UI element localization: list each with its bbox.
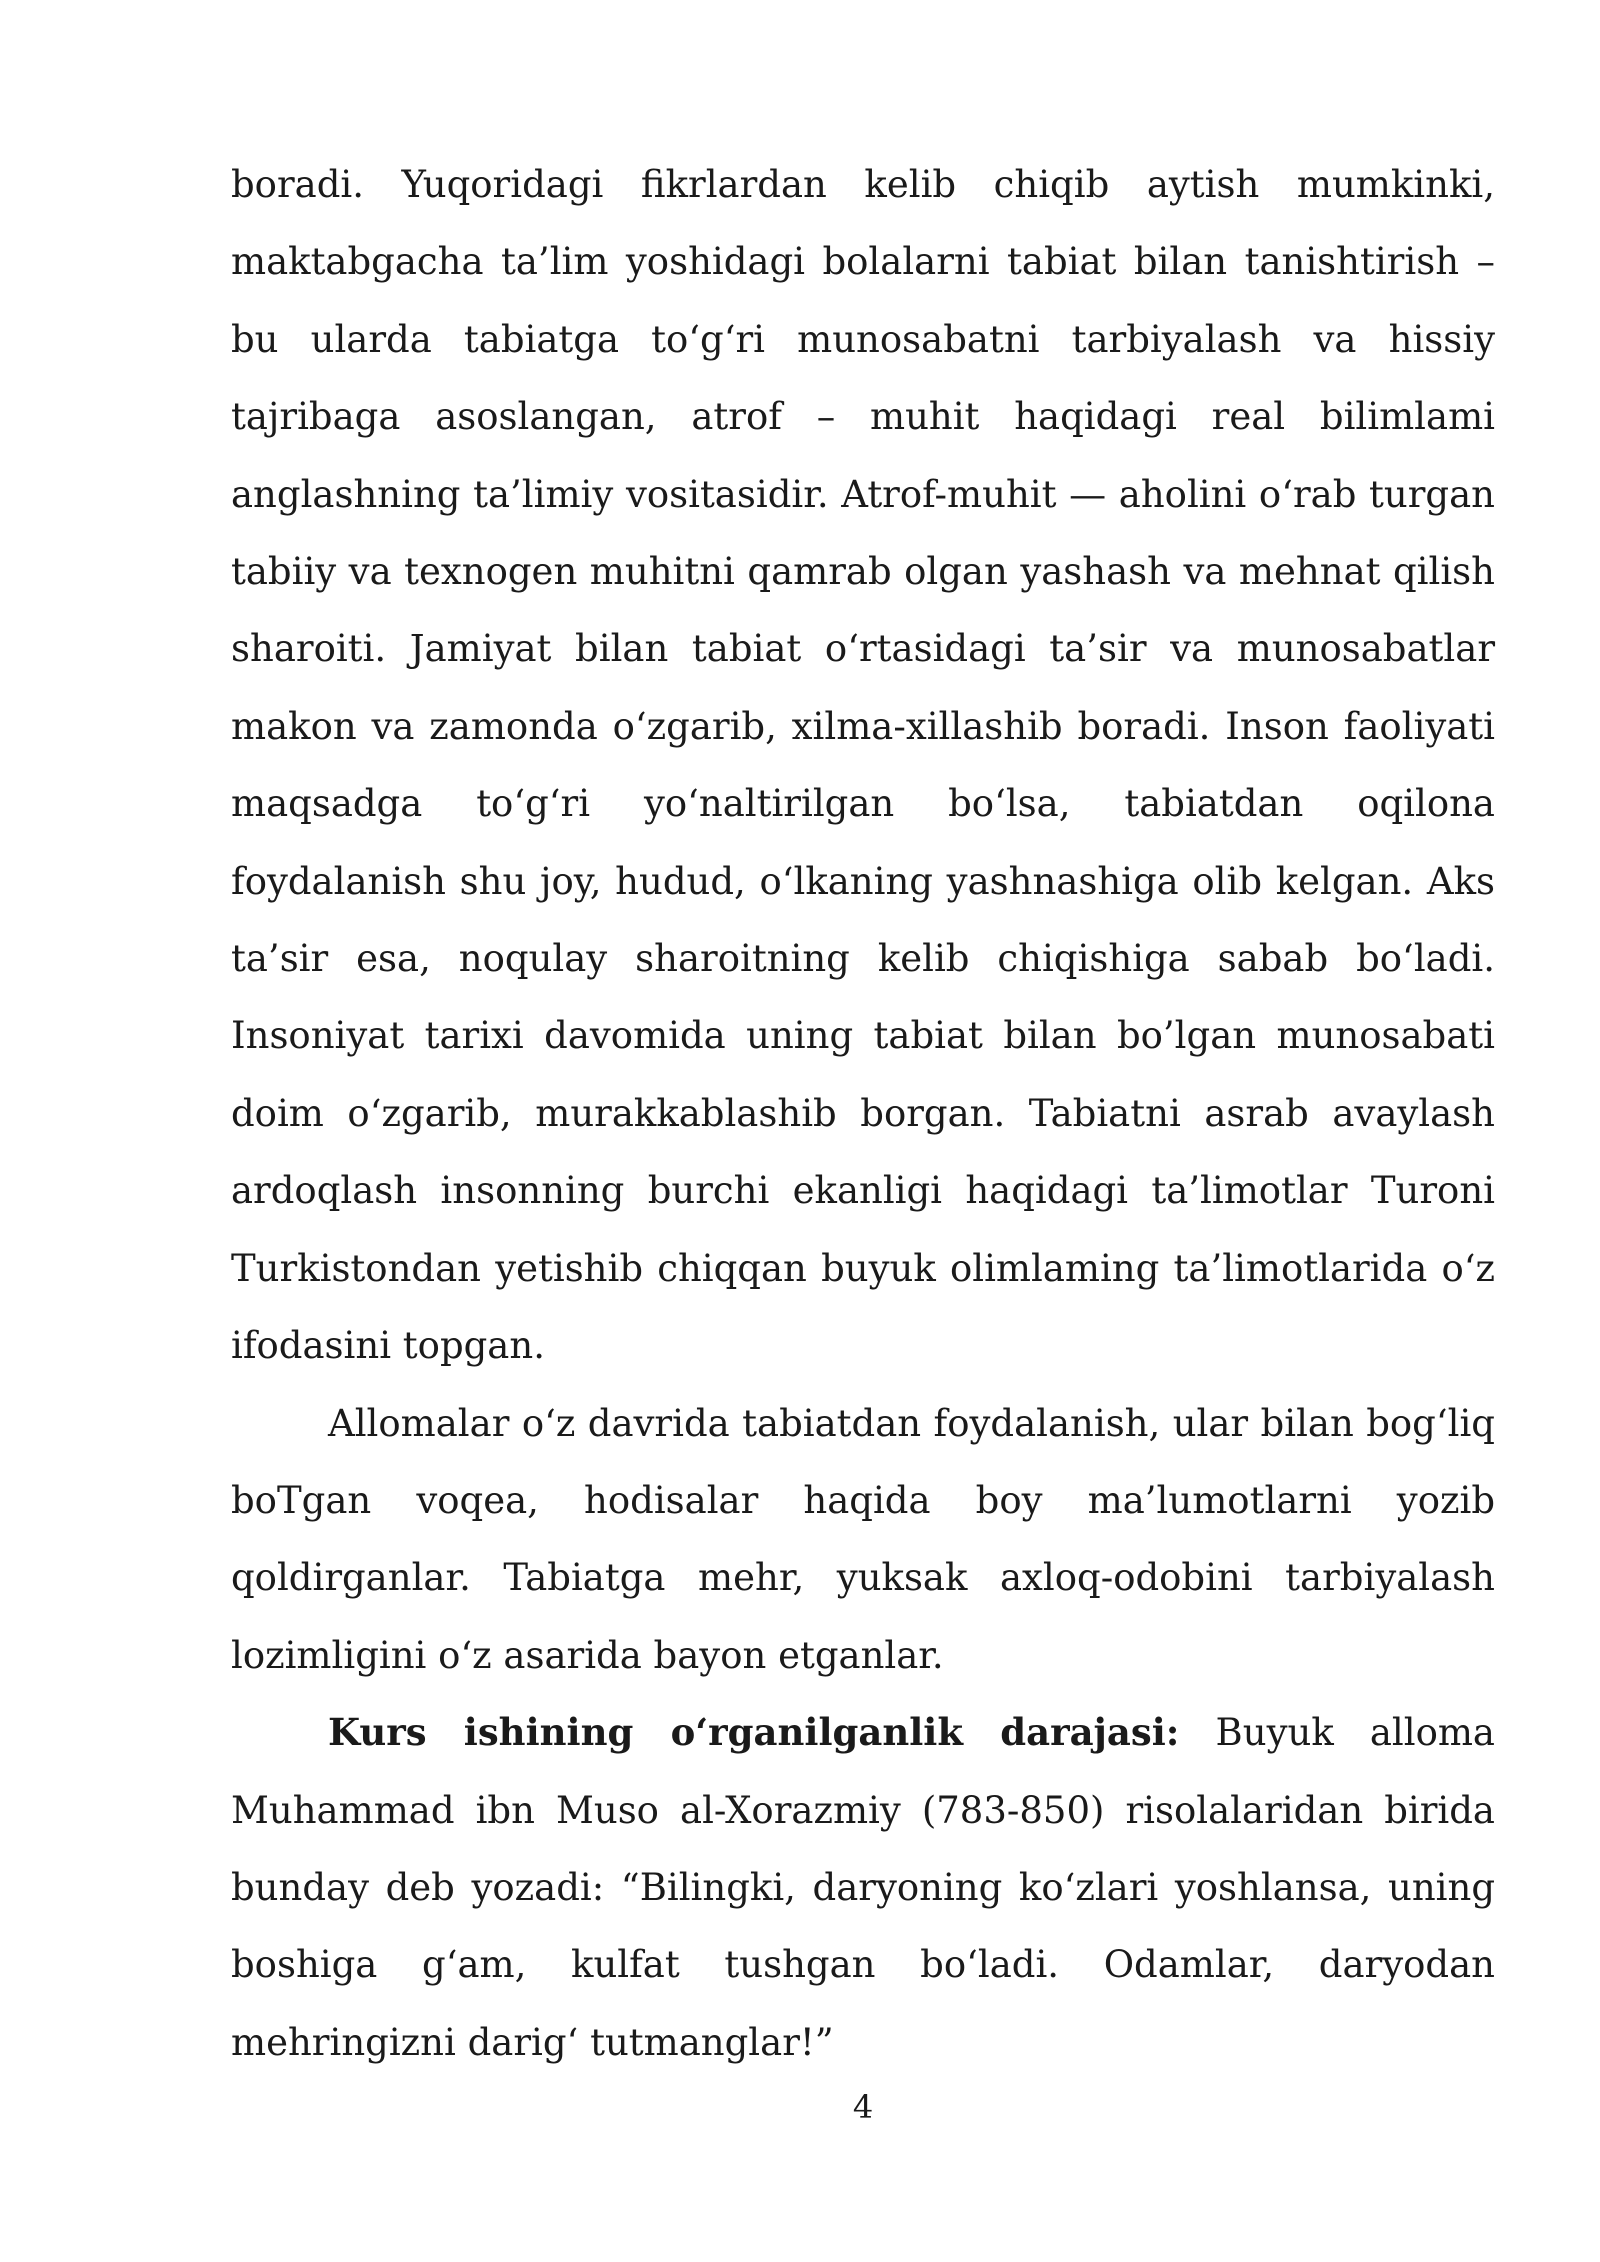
document-page [231, 146, 1495, 2081]
paragraph-study-level [231, 1694, 1495, 2081]
paragraph-allomalar: Allomalar o‘z davrida tabiatdan foydalanish, ular bilan bog‘liq boTgan voqea, hodisalar haqida boy ma’lumotlarni yozib qoldirganlar. Tabiatga mehr, yuksak axloq-odobini tarbiyalash lozimligini o‘z asarida bayon etganlar. [231, 1401, 1495, 1677]
page-number: 4 [852, 2088, 874, 2126]
section-heading-study-level: Kurs ishining o‘rganilganlik darajasi: [328, 1710, 1180, 1755]
paragraph-continuation: boradi. Yuqoridagi fikrlardan kelib chiqib aytish mumkinki, maktabgacha ta’lim yoshidagi bolalarni tabiat bilan tanishtirish – bu ularda tabiatga to‘g‘ri munosabatni tarbiyalash va hissiy tajribaga asoslangan, atrof – muhit haqidagi real bilimlami anglashning ta’limiy vositasidir. Atrof-muhit — aholini o‘rab turgan tabiiy va texnogen muhitni qamrab olgan yashash va mehnat qilish sharoiti. Jamiyat bilan tabiat o‘rtasidagi ta’sir va munosabatlar makon va zamonda o‘zgarib, xilma-xillashib boradi. Inson faoliyati maqsadga to‘g‘ri yo‘naltirilgan bo‘lsa, tabiatdan oqilona foydalanish shu joy, hudud, o‘lkaning yashnashiga olib kelgan. Aks ta’sir esa, noqulay sharoitning kelib chiqishiga sabab bo‘ladi. Insoniyat tarixi davomida uning tabiat bilan bo’lgan munosabati doim o‘zgarib, murakkablashib borgan. Tabiatni asrab avaylash ardoqlash insonning burchi ekanligi haqidagi ta’limotlar Turoni Turkistondan yetishib chiqqan buyuk olimlaming ta’limotlarida o‘z ifodasini topgan. [231, 163, 1495, 1368]
paragraph-study-level-text: Buyuk alloma Muhammad ibn Muso al-Xorazmiy (783-850) risolalaridan birida bunday deb yozadi: “Bilingki, daryoning ko‘zlari yoshlansa, uning boshiga g‘am, kulfat tushgan bo‘ladi. Odamlar, daryodan mehringizni darig‘ tutmanglar!” [231, 1711, 1495, 2064]
